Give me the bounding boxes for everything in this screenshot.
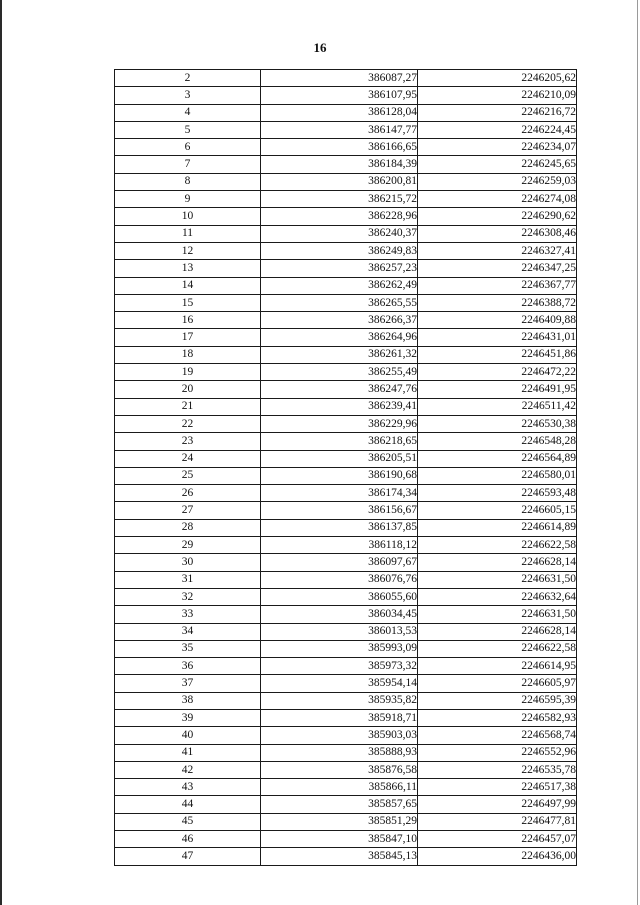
x-coordinate-cell: 385866,11 bbox=[261, 779, 418, 796]
table-row bbox=[115, 623, 577, 640]
table-row bbox=[115, 519, 577, 536]
point-number-cell: 5 bbox=[115, 121, 261, 138]
point-number-cell: 36 bbox=[115, 658, 261, 675]
table-row bbox=[115, 121, 577, 138]
point-number-cell: 25 bbox=[115, 467, 261, 484]
point-number-cell: 38 bbox=[115, 692, 261, 709]
table-row bbox=[115, 415, 577, 432]
table-row bbox=[115, 796, 577, 813]
y-coordinate-cell: 2246614,89 bbox=[418, 519, 577, 536]
x-coordinate-cell: 385973,32 bbox=[261, 658, 418, 675]
coordinates-table bbox=[114, 69, 577, 866]
x-coordinate-cell: 386013,53 bbox=[261, 623, 418, 640]
table-row bbox=[115, 294, 577, 311]
table-row bbox=[115, 173, 577, 190]
table-row bbox=[115, 70, 577, 87]
x-coordinate-cell: 386247,76 bbox=[261, 381, 418, 398]
point-number-cell: 45 bbox=[115, 813, 261, 830]
x-coordinate-cell: 386118,12 bbox=[261, 537, 418, 554]
table-row bbox=[115, 139, 577, 156]
x-coordinate-cell: 386215,72 bbox=[261, 191, 418, 208]
x-coordinate-cell: 386156,67 bbox=[261, 502, 418, 519]
scan-edge-left bbox=[0, 0, 2, 905]
y-coordinate-cell: 2246631,50 bbox=[418, 571, 577, 588]
table-row bbox=[115, 813, 577, 830]
table-row bbox=[115, 554, 577, 571]
y-coordinate-cell: 2246552,96 bbox=[418, 744, 577, 761]
x-coordinate-cell: 385876,58 bbox=[261, 761, 418, 778]
y-coordinate-cell: 2246622,58 bbox=[418, 537, 577, 554]
point-number-cell: 13 bbox=[115, 260, 261, 277]
y-coordinate-cell: 2246477,81 bbox=[418, 813, 577, 830]
point-number-cell: 24 bbox=[115, 450, 261, 467]
y-coordinate-cell: 2246327,41 bbox=[418, 242, 577, 259]
x-coordinate-cell: 386262,49 bbox=[261, 277, 418, 294]
table-row bbox=[115, 364, 577, 381]
point-number-cell: 14 bbox=[115, 277, 261, 294]
scan-edge-right bbox=[637, 0, 638, 905]
point-number-cell: 19 bbox=[115, 364, 261, 381]
point-number-cell: 11 bbox=[115, 225, 261, 242]
y-coordinate-cell: 2246451,86 bbox=[418, 346, 577, 363]
table-row bbox=[115, 381, 577, 398]
y-coordinate-cell: 2246409,88 bbox=[418, 312, 577, 329]
table-row bbox=[115, 675, 577, 692]
table-row bbox=[115, 744, 577, 761]
point-number-cell: 2 bbox=[115, 70, 261, 87]
x-coordinate-cell: 385857,65 bbox=[261, 796, 418, 813]
point-number-cell: 12 bbox=[115, 242, 261, 259]
table-row bbox=[115, 277, 577, 294]
point-number-cell: 47 bbox=[115, 848, 261, 865]
x-coordinate-cell: 386055,60 bbox=[261, 588, 418, 605]
table-row bbox=[115, 433, 577, 450]
y-coordinate-cell: 2246347,25 bbox=[418, 260, 577, 277]
table-row bbox=[115, 502, 577, 519]
x-coordinate-cell: 386107,95 bbox=[261, 87, 418, 104]
point-number-cell: 18 bbox=[115, 346, 261, 363]
table-row bbox=[115, 208, 577, 225]
y-coordinate-cell: 2246205,62 bbox=[418, 70, 577, 87]
x-coordinate-cell: 385954,14 bbox=[261, 675, 418, 692]
table-row bbox=[115, 467, 577, 484]
point-number-cell: 10 bbox=[115, 208, 261, 225]
y-coordinate-cell: 2246388,72 bbox=[418, 294, 577, 311]
y-coordinate-cell: 2246210,09 bbox=[418, 87, 577, 104]
table-row bbox=[115, 588, 577, 605]
x-coordinate-cell: 385918,71 bbox=[261, 709, 418, 726]
point-number-cell: 46 bbox=[115, 831, 261, 848]
point-number-cell: 21 bbox=[115, 398, 261, 415]
y-coordinate-cell: 2246491,95 bbox=[418, 381, 577, 398]
table-row bbox=[115, 848, 577, 865]
table-row bbox=[115, 692, 577, 709]
point-number-cell: 23 bbox=[115, 433, 261, 450]
y-coordinate-cell: 2246472,22 bbox=[418, 364, 577, 381]
y-coordinate-cell: 2246632,64 bbox=[418, 588, 577, 605]
x-coordinate-cell: 386184,39 bbox=[261, 156, 418, 173]
table-row bbox=[115, 225, 577, 242]
x-coordinate-cell: 386190,68 bbox=[261, 467, 418, 484]
point-number-cell: 22 bbox=[115, 415, 261, 432]
point-number-cell: 9 bbox=[115, 191, 261, 208]
x-coordinate-cell: 386229,96 bbox=[261, 415, 418, 432]
table-row bbox=[115, 450, 577, 467]
table-row bbox=[115, 606, 577, 623]
y-coordinate-cell: 2246582,93 bbox=[418, 709, 577, 726]
point-number-cell: 28 bbox=[115, 519, 261, 536]
point-number-cell: 30 bbox=[115, 554, 261, 571]
point-number-cell: 8 bbox=[115, 173, 261, 190]
y-coordinate-cell: 2246568,74 bbox=[418, 727, 577, 744]
y-coordinate-cell: 2246593,48 bbox=[418, 485, 577, 502]
x-coordinate-cell: 386128,04 bbox=[261, 104, 418, 121]
table-row bbox=[115, 571, 577, 588]
point-number-cell: 40 bbox=[115, 727, 261, 744]
table-row bbox=[115, 727, 577, 744]
x-coordinate-cell: 386266,37 bbox=[261, 312, 418, 329]
point-number-cell: 41 bbox=[115, 744, 261, 761]
table-row bbox=[115, 312, 577, 329]
x-coordinate-cell: 386218,65 bbox=[261, 433, 418, 450]
page-number: 16 bbox=[313, 40, 327, 55]
y-coordinate-cell: 2246535,78 bbox=[418, 761, 577, 778]
table-row bbox=[115, 485, 577, 502]
point-number-cell: 43 bbox=[115, 779, 261, 796]
x-coordinate-cell: 386255,49 bbox=[261, 364, 418, 381]
y-coordinate-cell: 2246511,42 bbox=[418, 398, 577, 415]
x-coordinate-cell: 385935,82 bbox=[261, 692, 418, 709]
table-row bbox=[115, 346, 577, 363]
point-number-cell: 33 bbox=[115, 606, 261, 623]
x-coordinate-cell: 386205,51 bbox=[261, 450, 418, 467]
x-coordinate-cell: 386200,81 bbox=[261, 173, 418, 190]
y-coordinate-cell: 2246614,95 bbox=[418, 658, 577, 675]
table-row bbox=[115, 191, 577, 208]
y-coordinate-cell: 2246290,62 bbox=[418, 208, 577, 225]
point-number-cell: 17 bbox=[115, 329, 261, 346]
point-number-cell: 6 bbox=[115, 139, 261, 156]
y-coordinate-cell: 2246216,72 bbox=[418, 104, 577, 121]
x-coordinate-cell: 385845,13 bbox=[261, 848, 418, 865]
y-coordinate-cell: 2246497,99 bbox=[418, 796, 577, 813]
y-coordinate-cell: 2246605,15 bbox=[418, 502, 577, 519]
point-number-cell: 3 bbox=[115, 87, 261, 104]
point-number-cell: 7 bbox=[115, 156, 261, 173]
table-row bbox=[115, 329, 577, 346]
x-coordinate-cell: 386034,45 bbox=[261, 606, 418, 623]
y-coordinate-cell: 2246234,07 bbox=[418, 139, 577, 156]
x-coordinate-cell: 386147,77 bbox=[261, 121, 418, 138]
coordinates-table-body bbox=[115, 70, 577, 866]
table-row bbox=[115, 398, 577, 415]
point-number-cell: 27 bbox=[115, 502, 261, 519]
point-number-cell: 4 bbox=[115, 104, 261, 121]
y-coordinate-cell: 2246622,58 bbox=[418, 640, 577, 657]
table-row bbox=[115, 658, 577, 675]
y-coordinate-cell: 2246245,65 bbox=[418, 156, 577, 173]
x-coordinate-cell: 386087,27 bbox=[261, 70, 418, 87]
point-number-cell: 42 bbox=[115, 761, 261, 778]
point-number-cell: 16 bbox=[115, 312, 261, 329]
y-coordinate-cell: 2246431,01 bbox=[418, 329, 577, 346]
x-coordinate-cell: 386174,34 bbox=[261, 485, 418, 502]
table-row bbox=[115, 104, 577, 121]
x-coordinate-cell: 385888,93 bbox=[261, 744, 418, 761]
x-coordinate-cell: 385903,03 bbox=[261, 727, 418, 744]
y-coordinate-cell: 2246530,38 bbox=[418, 415, 577, 432]
x-coordinate-cell: 386265,55 bbox=[261, 294, 418, 311]
x-coordinate-cell: 385847,10 bbox=[261, 831, 418, 848]
point-number-cell: 29 bbox=[115, 537, 261, 554]
point-number-cell: 32 bbox=[115, 588, 261, 605]
y-coordinate-cell: 2246436,00 bbox=[418, 848, 577, 865]
x-coordinate-cell: 386239,41 bbox=[261, 398, 418, 415]
table-row bbox=[115, 242, 577, 259]
y-coordinate-cell: 2246580,01 bbox=[418, 467, 577, 484]
x-coordinate-cell: 386240,37 bbox=[261, 225, 418, 242]
point-number-cell: 34 bbox=[115, 623, 261, 640]
point-number-cell: 15 bbox=[115, 294, 261, 311]
y-coordinate-cell: 2246564,89 bbox=[418, 450, 577, 467]
y-coordinate-cell: 2246274,08 bbox=[418, 191, 577, 208]
table-row bbox=[115, 156, 577, 173]
y-coordinate-cell: 2246605,97 bbox=[418, 675, 577, 692]
y-coordinate-cell: 2246628,14 bbox=[418, 623, 577, 640]
x-coordinate-cell: 386166,65 bbox=[261, 139, 418, 156]
x-coordinate-cell: 386137,85 bbox=[261, 519, 418, 536]
point-number-cell: 20 bbox=[115, 381, 261, 398]
y-coordinate-cell: 2246308,46 bbox=[418, 225, 577, 242]
x-coordinate-cell: 386228,96 bbox=[261, 208, 418, 225]
point-number-cell: 26 bbox=[115, 485, 261, 502]
y-coordinate-cell: 2246457,07 bbox=[418, 831, 577, 848]
table-row bbox=[115, 709, 577, 726]
x-coordinate-cell: 386261,32 bbox=[261, 346, 418, 363]
x-coordinate-cell: 386097,67 bbox=[261, 554, 418, 571]
table-row bbox=[115, 640, 577, 657]
y-coordinate-cell: 2246595,39 bbox=[418, 692, 577, 709]
point-number-cell: 31 bbox=[115, 571, 261, 588]
x-coordinate-cell: 386257,23 bbox=[261, 260, 418, 277]
point-number-cell: 44 bbox=[115, 796, 261, 813]
table-row bbox=[115, 779, 577, 796]
y-coordinate-cell: 2246224,45 bbox=[418, 121, 577, 138]
y-coordinate-cell: 2246548,28 bbox=[418, 433, 577, 450]
y-coordinate-cell: 2246517,38 bbox=[418, 779, 577, 796]
table-row bbox=[115, 260, 577, 277]
table-row bbox=[115, 537, 577, 554]
table-row bbox=[115, 87, 577, 104]
x-coordinate-cell: 385851,29 bbox=[261, 813, 418, 830]
y-coordinate-cell: 2246631,50 bbox=[418, 606, 577, 623]
x-coordinate-cell: 386076,76 bbox=[261, 571, 418, 588]
table-row bbox=[115, 831, 577, 848]
table-row bbox=[115, 761, 577, 778]
x-coordinate-cell: 386249,83 bbox=[261, 242, 418, 259]
x-coordinate-cell: 386264,96 bbox=[261, 329, 418, 346]
point-number-cell: 35 bbox=[115, 640, 261, 657]
y-coordinate-cell: 2246628,14 bbox=[418, 554, 577, 571]
x-coordinate-cell: 385993,09 bbox=[261, 640, 418, 657]
point-number-cell: 39 bbox=[115, 709, 261, 726]
point-number-cell: 37 bbox=[115, 675, 261, 692]
y-coordinate-cell: 2246259,03 bbox=[418, 173, 577, 190]
y-coordinate-cell: 2246367,77 bbox=[418, 277, 577, 294]
